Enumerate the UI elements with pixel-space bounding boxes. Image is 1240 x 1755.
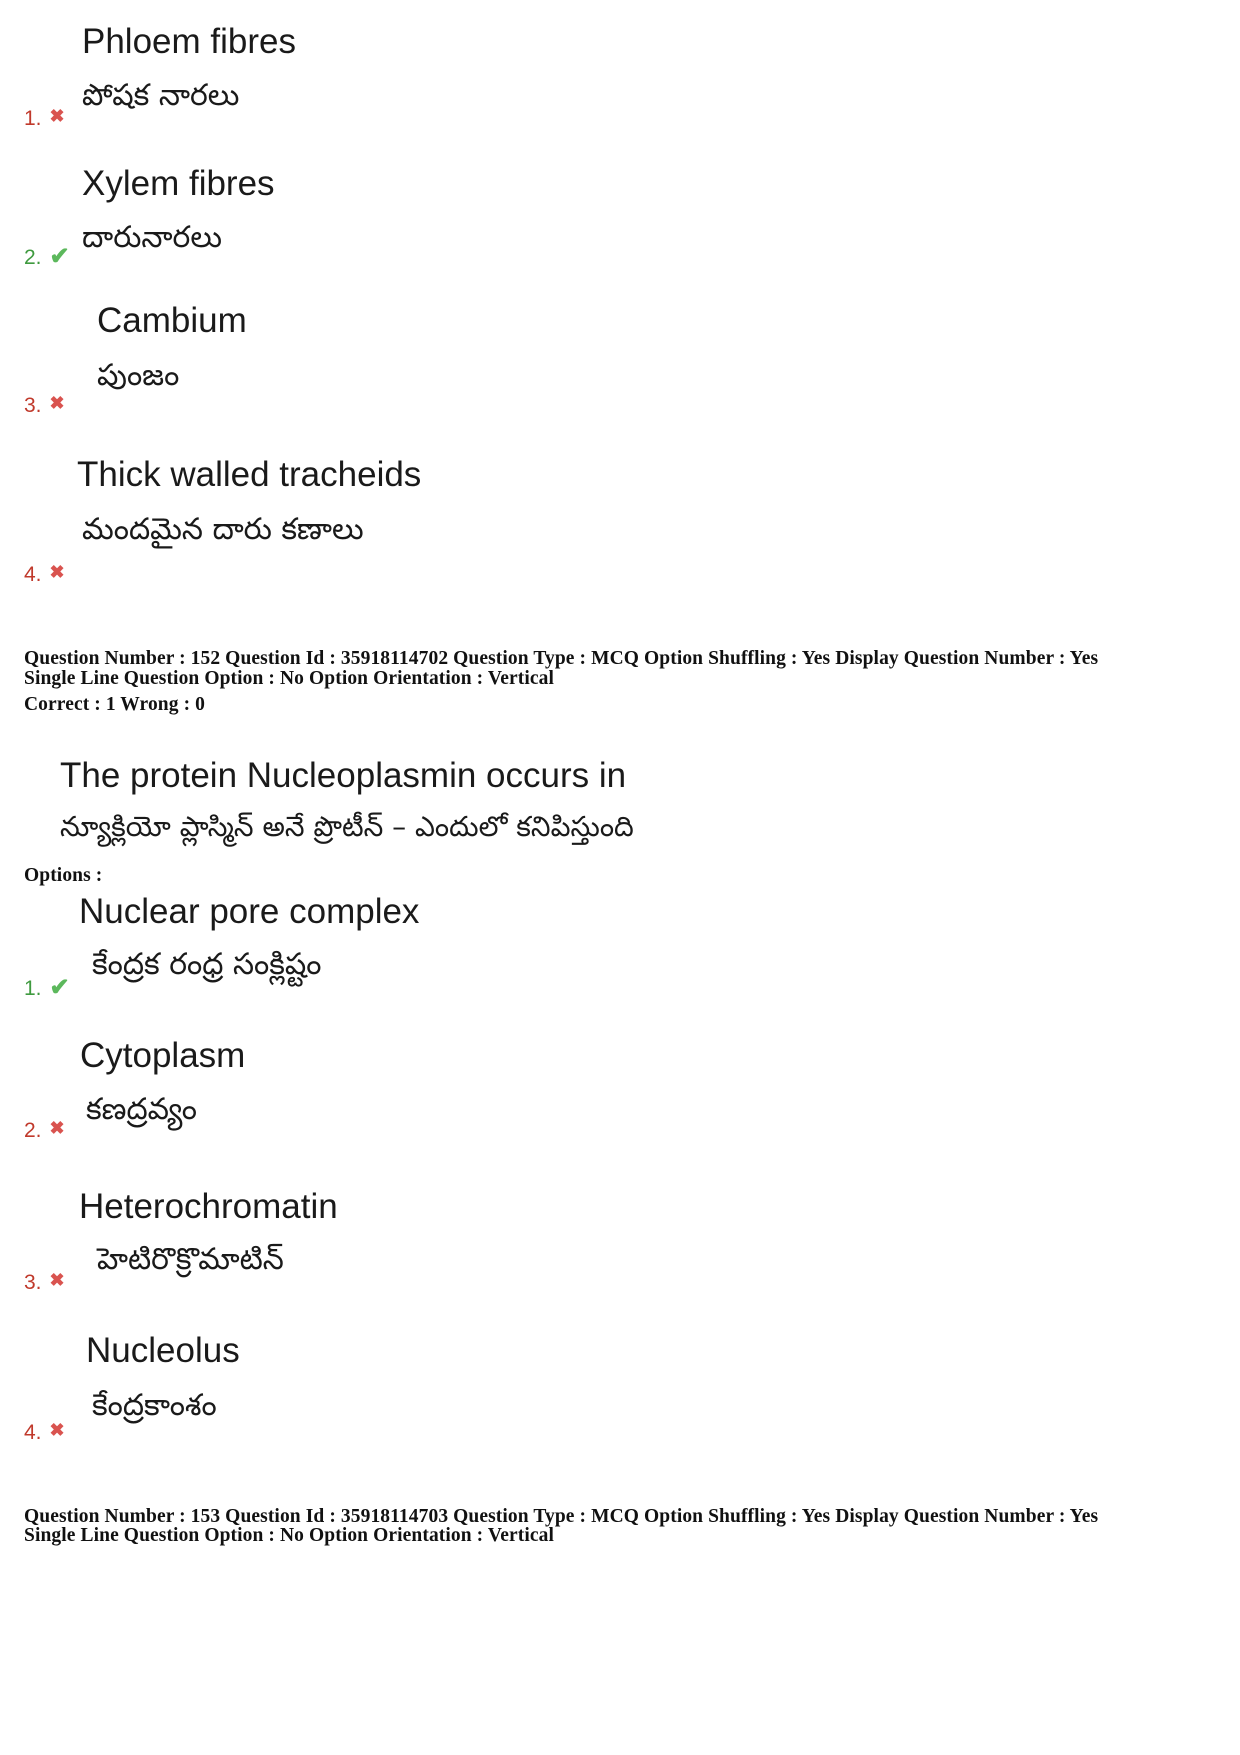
option-telugu-text: కేంద్రక రంధ్ర సంక్లిష్టం [92, 947, 322, 982]
question-score-line: Correct : 1 Wrong : 0 [24, 694, 205, 715]
option-number-marker [24, 1118, 65, 1143]
option-telugu-text: మందమైన దారు కణాలు [82, 512, 364, 547]
option-english-text: Cambium [97, 301, 247, 340]
options-label: Options : [24, 865, 103, 886]
question-english-text: The protein Nucleoplasmin occurs in [60, 756, 627, 795]
question-meta-line-2: Single Line Question Option : No Option Orientation : Vertical [24, 668, 555, 689]
option-number: 4. [24, 563, 42, 586]
check-icon: ✔ [49, 974, 70, 1001]
cross-icon: ✖ [49, 393, 65, 413]
option-number: 1. [24, 107, 42, 130]
option-number-marker [24, 1420, 65, 1445]
option-number-marker [24, 393, 65, 418]
option-english-text: Thick walled tracheids [77, 455, 422, 494]
cross-icon: ✖ [49, 1420, 65, 1440]
question-meta-line-2: Single Line Question Option : No Option Orientation : Vertical [24, 1525, 555, 1546]
question-telugu-text: న్యూక్లియో ప్లాస్మిన్ అనే ప్రొటీన్ – ఎందులో కనిపిస్తుంది [60, 810, 634, 843]
question-meta-line-1: Question Number : 153 Question Id : 35918114703 Question Type : MCQ Option Shuffling : Yes Display Question Number : Yes [24, 1506, 1099, 1527]
option-number: 2. [24, 246, 42, 269]
cross-icon: ✖ [49, 1270, 65, 1290]
option-english-text: Heterochromatin [79, 1187, 338, 1226]
option-telugu-text: పుంజం [97, 358, 180, 393]
cross-icon: ✖ [49, 1118, 65, 1138]
cross-icon: ✖ [49, 106, 65, 126]
cross-icon: ✖ [49, 562, 65, 582]
option-number: 1. [24, 977, 42, 1000]
option-telugu-text: పోషక నారలు [82, 78, 240, 113]
check-icon: ✔ [49, 243, 70, 270]
option-telugu-text: కేంద్రకాంశం [92, 1388, 217, 1423]
option-telugu-text: కణద్రవ్యం [86, 1092, 197, 1127]
option-telugu-text: దారునారలు [82, 220, 222, 255]
option-number: 4. [24, 1421, 42, 1444]
option-number: 2. [24, 1119, 42, 1142]
option-number: 3. [24, 394, 42, 417]
option-number-marker [24, 973, 70, 1002]
option-english-text: Cytoplasm [80, 1036, 246, 1075]
option-english-text: Nucleolus [86, 1331, 240, 1370]
option-number: 3. [24, 1271, 42, 1294]
option-number-marker [24, 562, 65, 587]
option-english-text: Nuclear pore complex [79, 892, 420, 931]
option-english-text: Xylem fibres [82, 164, 275, 203]
question-meta-line-1: Question Number : 152 Question Id : 35918114702 Question Type : MCQ Option Shuffling : Yes Display Question Number : Yes [24, 648, 1099, 669]
option-number-marker [24, 1270, 65, 1295]
option-number-marker [24, 242, 70, 271]
option-telugu-text: హెటిరొక్రొమాటిన్ [97, 1242, 284, 1277]
option-english-text: Phloem fibres [82, 22, 296, 61]
option-number-marker [24, 106, 65, 131]
